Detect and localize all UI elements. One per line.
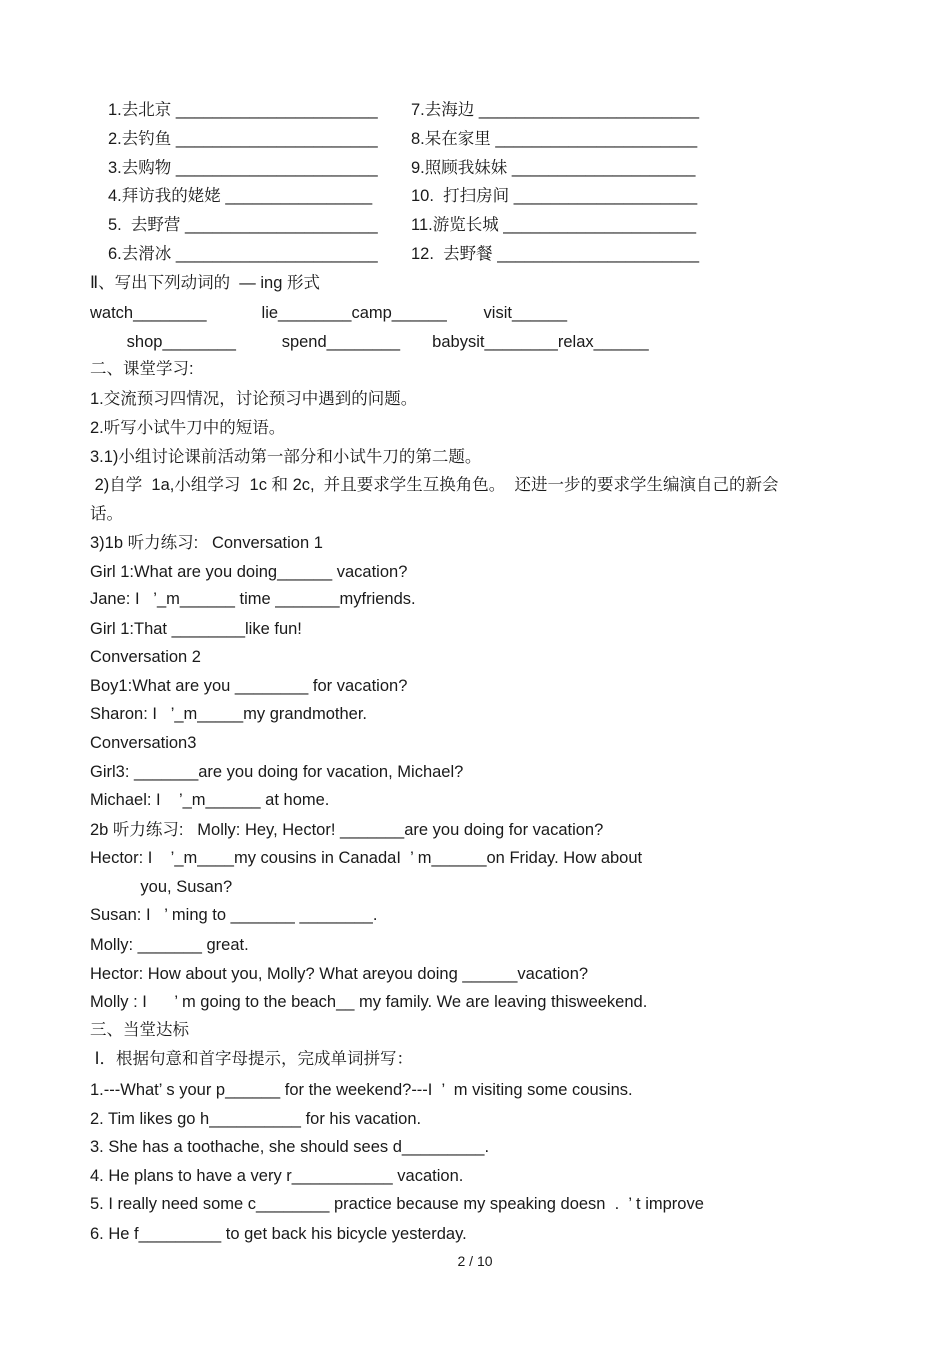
vocab-item: 9.照顾我妹妹 ____________________ bbox=[411, 159, 696, 177]
listening-line: Sharon: I ’_m_____my grandmother. bbox=[90, 705, 367, 723]
listening-line: Molly : I ’ m going to the beach__ my family. We are leaving thisweekend. bbox=[90, 993, 648, 1011]
page-number: 2 / 10 bbox=[457, 1253, 493, 1269]
vocab-item: 4.拜访我的姥姥 ________________ bbox=[108, 187, 373, 205]
listening-line: you, Susan? bbox=[90, 878, 233, 896]
listening-line: 3)1b 听力练习: Conversation 1 bbox=[90, 534, 323, 552]
vocab-item: 2.去钓鱼 ______________________ bbox=[108, 130, 378, 148]
listening-line: Girl3: _______are you doing for vacation, Michael? bbox=[90, 763, 464, 781]
listening-line: Hector: How about you, Molly? What areyou doing ______vacation? bbox=[90, 965, 589, 983]
vocab-item: 10. 打扫房间 ____________________ bbox=[411, 187, 698, 205]
listening-line: Conversation3 bbox=[90, 734, 197, 752]
verbs-row: shop________ spend________ babysit________relax______ bbox=[90, 333, 649, 351]
vocab-item: 3.去购物 ______________________ bbox=[108, 159, 378, 177]
listening-line: Conversation 2 bbox=[90, 648, 201, 666]
listening-line: Girl 1:That ________like fun! bbox=[90, 620, 302, 638]
vocab-item: 11.游览长城 _____________________ bbox=[411, 216, 697, 234]
listening-line: Hector: I ’_m____my cousins in CanadaI ’ m______on Friday. How about bbox=[90, 849, 643, 867]
spelling-item: 1.---What’ s your p______ for the weekend?---I ’ m visiting some cousins. bbox=[90, 1081, 633, 1099]
instruction: Ⅰ．根据句意和首字母提示，完成单词拼写： bbox=[90, 1050, 413, 1068]
spelling-item: 2. Tim likes go h__________ for his vacation. bbox=[90, 1110, 422, 1128]
listening-line: Molly: _______ great. bbox=[90, 936, 249, 954]
listening-line: Michael: I ’_m______ at home. bbox=[90, 791, 330, 809]
section-heading: 二、课堂学习: bbox=[90, 360, 194, 378]
listening-line: 2b 听力练习: Molly: Hey, Hector! _______are you doing for vacation? bbox=[90, 821, 604, 839]
class-item: 1.交流预习四情况，讨论预习中遇到的问题。 bbox=[90, 390, 418, 408]
listening-line: Boy1:What are you ________ for vacation? bbox=[90, 677, 408, 695]
verbs-row: watch________ lie________camp______ visit______ bbox=[90, 304, 568, 322]
class-item: 2)自学 1a,小组学习 1c 和 2c, 并且要求学生互换角色。 还进一步的要求学生编演自己的新会 bbox=[90, 476, 779, 494]
spelling-item: 3. She has a toothache, she should sees d_________. bbox=[90, 1138, 490, 1156]
vocab-item: 8.呆在家里 ______________________ bbox=[411, 130, 698, 148]
spelling-item: 4. He plans to have a very r___________ vacation. bbox=[90, 1167, 464, 1185]
vocab-item: 12. 去野餐 ______________________ bbox=[411, 245, 700, 263]
listening-line: Jane: I ’_m______ time _______myfriends. bbox=[90, 590, 416, 608]
spelling-item: 5. I really need some c________ practice because my speaking doesn . ’ t improve bbox=[90, 1195, 704, 1213]
listening-line: Susan: I ’ ming to _______ ________. bbox=[90, 906, 378, 924]
listening-line: Girl 1:What are you doing______ vacation? bbox=[90, 563, 408, 581]
vocab-item: 1.去北京 ______________________ bbox=[108, 101, 378, 119]
class-item: 3.1)小组讨论课前活动第一部分和小试牛刀的第二题。 bbox=[90, 448, 482, 466]
section-heading: Ⅱ、写出下列动词的 — ing 形式 bbox=[90, 274, 320, 292]
vocab-item: 5. 去野营 _____________________ bbox=[108, 216, 378, 234]
class-item: 2.听写小试牛刀中的短语。 bbox=[90, 419, 286, 437]
section-heading: 三、当堂达标 bbox=[90, 1021, 189, 1039]
vocab-item: 6.去滑冰 ______________________ bbox=[108, 245, 378, 263]
spelling-item: 6. He f_________ to get back his bicycle yesterday. bbox=[90, 1225, 467, 1243]
class-item: 话。 bbox=[90, 505, 123, 523]
vocab-item: 7.去海边 ________________________ bbox=[411, 101, 700, 119]
